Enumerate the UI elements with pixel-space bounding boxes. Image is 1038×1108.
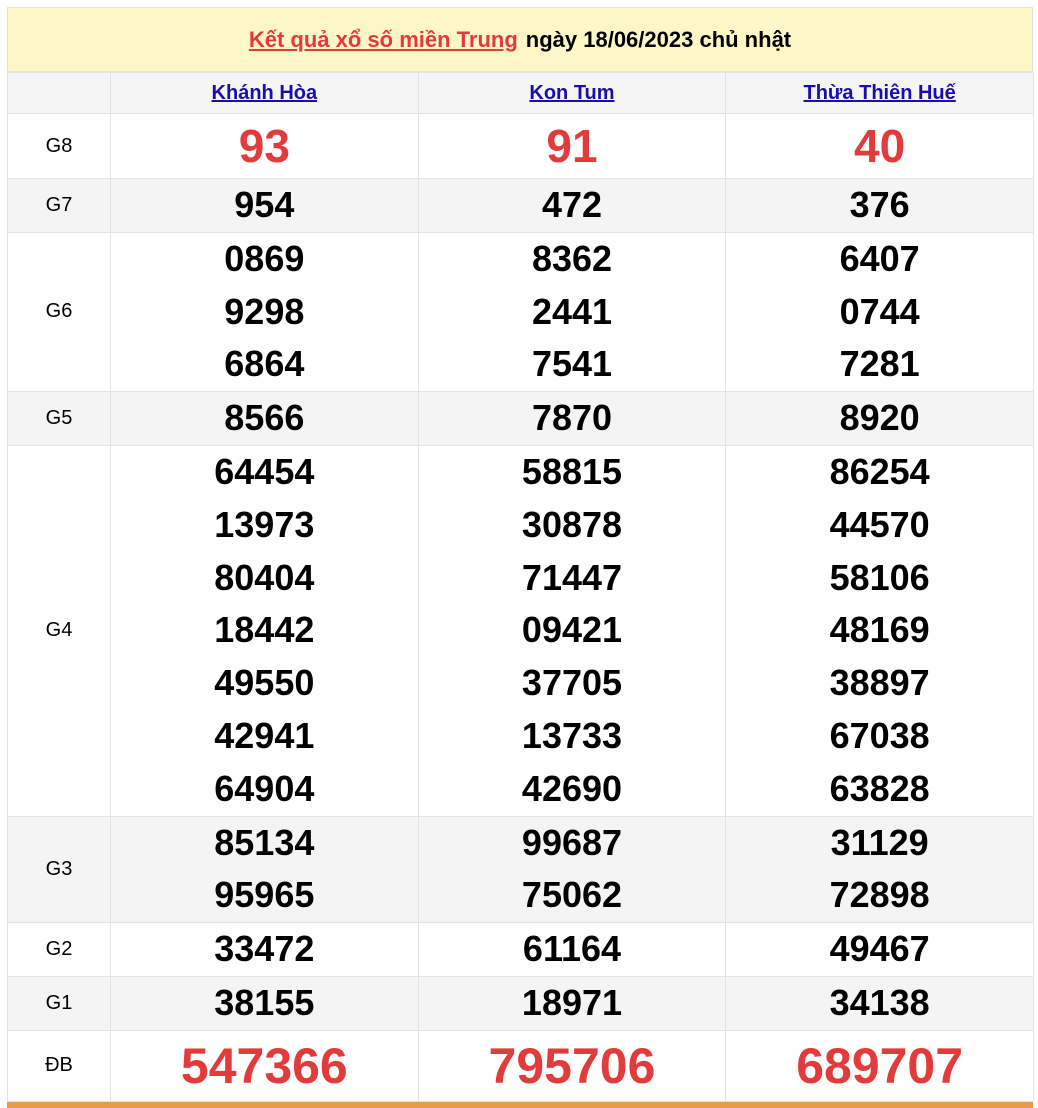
prize-number: 09421 xyxy=(521,609,623,651)
prize-number: 38897 xyxy=(829,662,930,704)
prize-number: 40 xyxy=(854,120,906,172)
prize-number: 93 xyxy=(238,120,290,172)
prize-label: G1 xyxy=(8,976,111,1030)
prize-cell xyxy=(418,179,726,233)
prize-row-g4 xyxy=(8,445,1034,816)
prize-number: 18971 xyxy=(521,981,623,1023)
prize-cell xyxy=(418,976,726,1030)
prize-cell xyxy=(418,232,726,391)
bottom-accent-bar xyxy=(7,1102,1033,1108)
prize-cell xyxy=(418,392,726,446)
prize-number: 64454 xyxy=(214,450,315,492)
prize-number: 7541 xyxy=(531,343,613,385)
prize-number: 58106 xyxy=(829,556,930,598)
prize-number: 13733 xyxy=(521,714,623,756)
prize-label: G4 xyxy=(8,445,111,816)
results-title xyxy=(7,7,1033,72)
prize-label: G2 xyxy=(8,923,111,977)
prize-number: 61164 xyxy=(522,928,622,970)
prize-cell xyxy=(111,816,419,923)
prize-number: 99687 xyxy=(521,821,623,863)
prize-number: 8362 xyxy=(531,237,613,279)
prize-number: 42941 xyxy=(214,714,315,756)
province-header-row xyxy=(8,73,1034,114)
prize-number: 6407 xyxy=(839,237,920,279)
prize-number: 9298 xyxy=(224,290,305,332)
prize-cell xyxy=(418,445,726,816)
prize-row-g1 xyxy=(8,976,1034,1030)
province-cell xyxy=(111,73,419,114)
prize-number: 58815 xyxy=(521,450,623,492)
prize-cell xyxy=(726,923,1034,977)
prize-number: 30878 xyxy=(521,503,623,545)
prize-number: 95965 xyxy=(214,874,315,916)
prize-number: 954 xyxy=(234,184,295,225)
prize-row-g5 xyxy=(8,392,1034,446)
prize-number: 80404 xyxy=(214,556,315,598)
province-link-khanh-hoa[interactable]: Khánh Hòa xyxy=(211,81,318,104)
prize-number: 0744 xyxy=(839,290,920,332)
prize-cell xyxy=(418,114,726,179)
region-results-link[interactable]: Kết quả xổ số miền Trung xyxy=(248,26,518,52)
province-link-kon-tum[interactable]: Kon Tum xyxy=(529,81,615,104)
prize-number: 67038 xyxy=(829,714,930,756)
prize-number: 72898 xyxy=(829,874,930,916)
prize-cell xyxy=(726,1030,1034,1101)
prize-label: ĐB xyxy=(8,1030,111,1101)
prize-number: 64904 xyxy=(214,767,315,809)
prize-number: 75062 xyxy=(521,874,623,916)
prize-number: 63828 xyxy=(829,767,930,809)
province-cell xyxy=(726,73,1034,114)
prize-cell xyxy=(726,114,1034,179)
prize-label: G7 xyxy=(8,179,111,233)
prize-number: 91 xyxy=(546,120,598,172)
prize-cell xyxy=(111,976,419,1030)
prize-row-g7 xyxy=(8,179,1034,233)
prize-number: 472 xyxy=(541,184,603,225)
prize-row-special xyxy=(8,1030,1034,1101)
special-prize-number: 547366 xyxy=(180,1037,348,1094)
prize-cell xyxy=(726,816,1034,923)
prize-number: 85134 xyxy=(214,821,315,863)
results-panel xyxy=(7,7,1033,1108)
prize-number: 44570 xyxy=(829,503,930,545)
prize-number: 18442 xyxy=(214,609,315,651)
prize-number: 7281 xyxy=(839,343,920,385)
prize-number: 49467 xyxy=(829,928,930,970)
prize-cell xyxy=(726,392,1034,446)
prize-label: G5 xyxy=(8,392,111,446)
prize-row-g8 xyxy=(8,114,1034,179)
prize-number: 0869 xyxy=(224,237,305,279)
prize-cell xyxy=(111,392,419,446)
province-link-thua-thien-hue[interactable]: Thừa Thiên Huế xyxy=(803,81,956,104)
results-date: ngày 18/06/2023 chủ nhật xyxy=(525,26,792,52)
prize-number: 86254 xyxy=(829,450,930,492)
prize-cell xyxy=(418,923,726,977)
prize-number: 38155 xyxy=(214,981,315,1023)
results-table xyxy=(7,72,1034,1102)
prize-cell xyxy=(726,179,1034,233)
prize-cell xyxy=(111,1030,419,1101)
prize-number: 71447 xyxy=(521,556,623,598)
prize-number: 376 xyxy=(849,184,910,225)
special-prize-number: 689707 xyxy=(796,1037,964,1094)
prize-cell xyxy=(726,232,1034,391)
prize-number: 31129 xyxy=(830,821,929,863)
prize-cell xyxy=(418,1030,726,1101)
prize-row-g2 xyxy=(8,923,1034,977)
prize-number: 8566 xyxy=(224,397,305,439)
prize-cell xyxy=(726,976,1034,1030)
prize-row-g6 xyxy=(8,232,1034,391)
header-empty-cell xyxy=(8,73,111,114)
prize-number: 49550 xyxy=(214,662,315,704)
prize-number: 8920 xyxy=(839,397,920,439)
prize-cell xyxy=(726,445,1034,816)
prize-cell xyxy=(111,923,419,977)
prize-label: G3 xyxy=(8,816,111,923)
prize-number: 13973 xyxy=(214,503,315,545)
prize-cell xyxy=(111,445,419,816)
prize-number: 34138 xyxy=(829,981,930,1023)
province-cell xyxy=(418,73,726,114)
prize-number: 48169 xyxy=(829,609,930,651)
prize-number: 33472 xyxy=(214,928,315,970)
prize-number: 37705 xyxy=(521,662,623,704)
prize-number: 6864 xyxy=(224,343,305,385)
prize-row-g3 xyxy=(8,816,1034,923)
prize-cell xyxy=(111,232,419,391)
prize-number: 7870 xyxy=(531,397,613,439)
prize-cell xyxy=(418,816,726,923)
prize-label: G8 xyxy=(8,114,111,179)
special-prize-number: 795706 xyxy=(488,1037,656,1094)
prize-number: 2441 xyxy=(531,290,613,332)
prize-cell xyxy=(111,114,419,179)
prize-cell xyxy=(111,179,419,233)
prize-number: 42690 xyxy=(521,767,623,809)
prize-label: G6 xyxy=(8,232,111,391)
